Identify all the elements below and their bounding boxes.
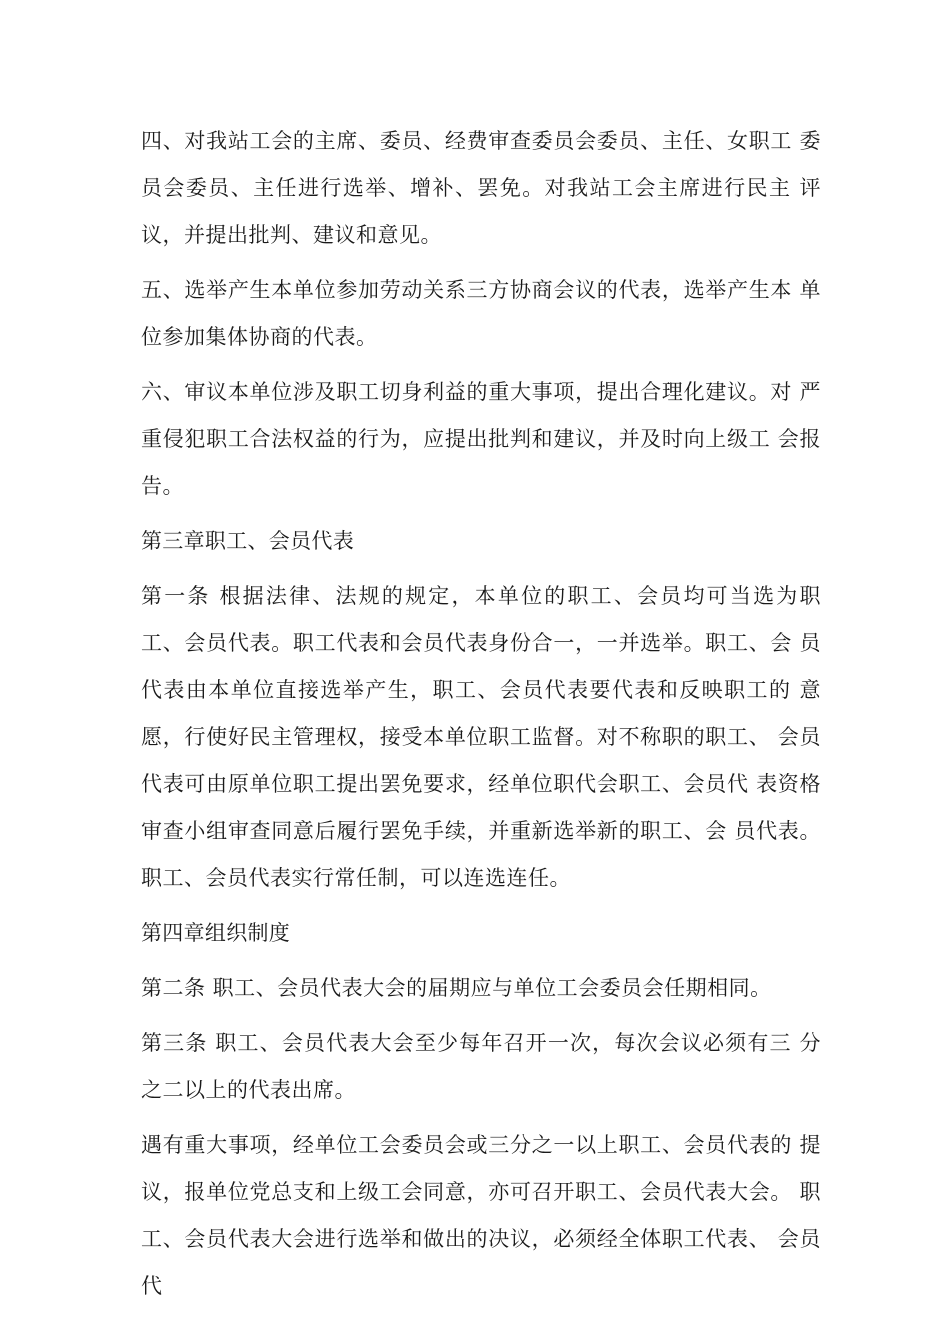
paragraph-item-6: 六、审议本单位涉及职工切身利益的重大事项，提出合理化建议。对 严重侵犯职工合法权益的行为，应提出批判和建议，并及时向上级工 会报告。 <box>141 380 821 498</box>
chapter-4-heading: 第四章组织制度 <box>141 921 291 945</box>
chapter-3-heading: 第三章职工、会员代表 <box>141 529 354 553</box>
article-1-paragraph: 第一条 根据法律、法规的规定，本单位的职工、会员均可当选为职 工、会员代表。职工代表和会员代表身份合一，一并选举。职工、会 员代表由本单位直接选举产生，职工、会员代表要代表和反映职工的 意愿，行使好民主管理权，接受本单位职工监督。对不称职的职工、 会员代表可由原单位职工提出罢免要求，经单位职代会职工、会员代 表资格审查小组审查同意后履行罢免手续，并重新选举新的职工、会 员代表。职工、会员代表实行常任制，可以连选连任。 <box>141 584 821 890</box>
paragraph-item-5: 五、选举产生本单位参加劳动关系三方协商会议的代表，选举产生本 单位参加集体协商的代表。 <box>141 278 821 349</box>
article-3-paragraph: 第三条 职工、会员代表大会至少每年召开一次，每次会议必须有三 分之二以上的代表出席。 <box>141 1031 821 1102</box>
document-body <box>141 118 821 1318</box>
paragraph-item-4: 四、对我站工会的主席、委员、经费审查委员会委员、主任、女职工 委员会委员、主任进行选举、增补、罢免。对我站工会主席进行民主 评议，并提出批判、建议和意见。 <box>141 129 821 247</box>
major-matters-paragraph: 遇有重大事项，经单位工会委员会或三分之一以上职工、会员代表的 提议，报单位党总支和上级工会同意，亦可召开职工、会员代表大会。 职工、会员代表大会进行选举和做出的决议，必须经全体职工代表、 会员代 <box>141 1133 821 1298</box>
article-2-paragraph: 第二条 职工、会员代表大会的届期应与单位工会委员会任期相同。 <box>141 976 772 1000</box>
